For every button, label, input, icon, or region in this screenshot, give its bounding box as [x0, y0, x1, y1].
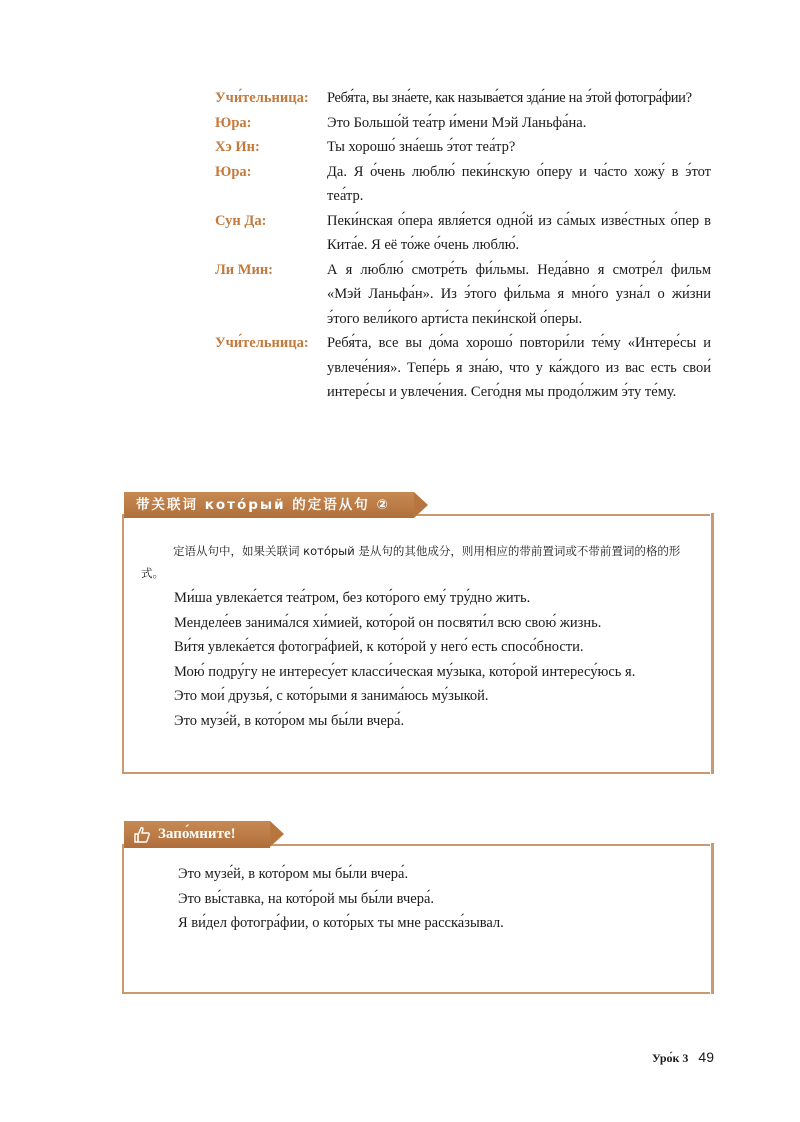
remember-divider — [268, 844, 710, 846]
example-sentence: Это мои́ друзья́, с кото́рыми я занима́юсь му́зыкой. — [174, 688, 489, 704]
line-text: А я люблю́ смотре́ть фи́льмы. Неда́вно я смотре́л фильм «Мэй Ланьфа́н». Из э́того фи́льма я мно́го узна́л о жи́зни э́того вели́кого арти́ста пеки́нской о́перы. — [327, 261, 711, 327]
grammar-intro: 定语从句中，如果关联词 кото́рый 是从句的其他成分，则用相应的带前置词或不带前置词的格的形式。 — [141, 544, 681, 580]
dialogue-line — [215, 111, 711, 136]
grammar-divider — [414, 514, 710, 516]
remember-box — [122, 818, 712, 996]
line-text: Ты хорошо́ зна́ешь э́тот теа́тр? — [327, 139, 516, 155]
grammar-examples — [174, 586, 635, 733]
line-text: Ребя́та, все вы до́ма хорошо́ повтори́ли те́му «Интере́сы и увлече́ния». Тепе́рь я зна́ю, что у ка́ждого из вас есть свои́ интере́сы и увлече́ния. Сего́дня мы продо́лжим э́ту те́му. — [327, 335, 711, 400]
page-number: 49 — [698, 1049, 714, 1065]
dialogue-line — [215, 86, 711, 111]
speaker: Юра: — [215, 163, 252, 180]
line-text: Ребя́та, вы зна́ете, как называ́ется зда́ние на э́той фотогра́фии? — [327, 90, 692, 106]
example-sentence: Это вы́ставка, на кото́рой мы бы́ли вчера́. — [178, 890, 435, 907]
example-sentence: Ми́ша увлека́ется теа́тром, без кото́рого ему́ тру́дно жить. — [174, 590, 531, 606]
dialogue-line — [215, 258, 711, 332]
example-sentence: Ви́тя увлека́ется фотогра́фией, к кото́рой у него́ есть спосо́бности. — [174, 639, 584, 655]
line-text: Да. Я о́чень люблю́ пеки́нскую о́перу и ча́сто хожу́ в э́тот теа́тр. — [327, 163, 711, 204]
dialogue — [215, 86, 711, 405]
grammar-title: 带关联词 кото́рый 的定语从句 ② — [124, 492, 414, 518]
dialogue-line — [215, 160, 711, 209]
speaker: Юра: — [215, 114, 252, 131]
remember-examples — [178, 862, 504, 936]
example-sentence: Это музе́й, в кото́ром мы бы́ли вчера́. — [178, 866, 409, 882]
line-text: Пеки́нская о́пера явля́ется одно́й из са́мых изве́стных о́пер в Кита́е. Я её то́же о́чень люблю́. — [327, 212, 711, 253]
speaker: Учи́тельница: — [215, 90, 309, 106]
page-footer — [652, 1049, 714, 1066]
dialogue-line — [215, 209, 711, 258]
speaker: Учи́тельница: — [215, 335, 309, 351]
dialogue-line — [215, 331, 711, 405]
dialogue-line — [215, 135, 711, 160]
grammar-box — [122, 488, 712, 776]
example-sentence: Мою́ подру́гу не интересу́ет класси́ческая му́зыка, кото́рой интересу́юсь я. — [174, 663, 636, 680]
speaker: Хэ Ин: — [215, 139, 260, 155]
remember-title: Запо́мните! — [158, 826, 236, 842]
remember-title-bar — [124, 821, 270, 848]
example-sentence: Я ви́дел фотогра́фии, о кото́рых ты мне расска́зывал. — [178, 915, 504, 931]
line-text: Это Большо́й теа́тр и́мени Мэй Ланьфа́на. — [327, 114, 587, 131]
pointing-hand-icon — [132, 825, 152, 845]
speaker: Сун Да: — [215, 212, 267, 229]
lesson-label: Уро́к 3 — [652, 1051, 689, 1065]
speaker: Ли Мин: — [215, 261, 274, 278]
example-sentence: Менделе́ев занима́лся хи́мией, кото́рой он посвяти́л всю свою́ жизнь. — [174, 614, 602, 631]
example-sentence: Это музе́й, в кото́ром мы бы́ли вчера́. — [174, 712, 405, 729]
